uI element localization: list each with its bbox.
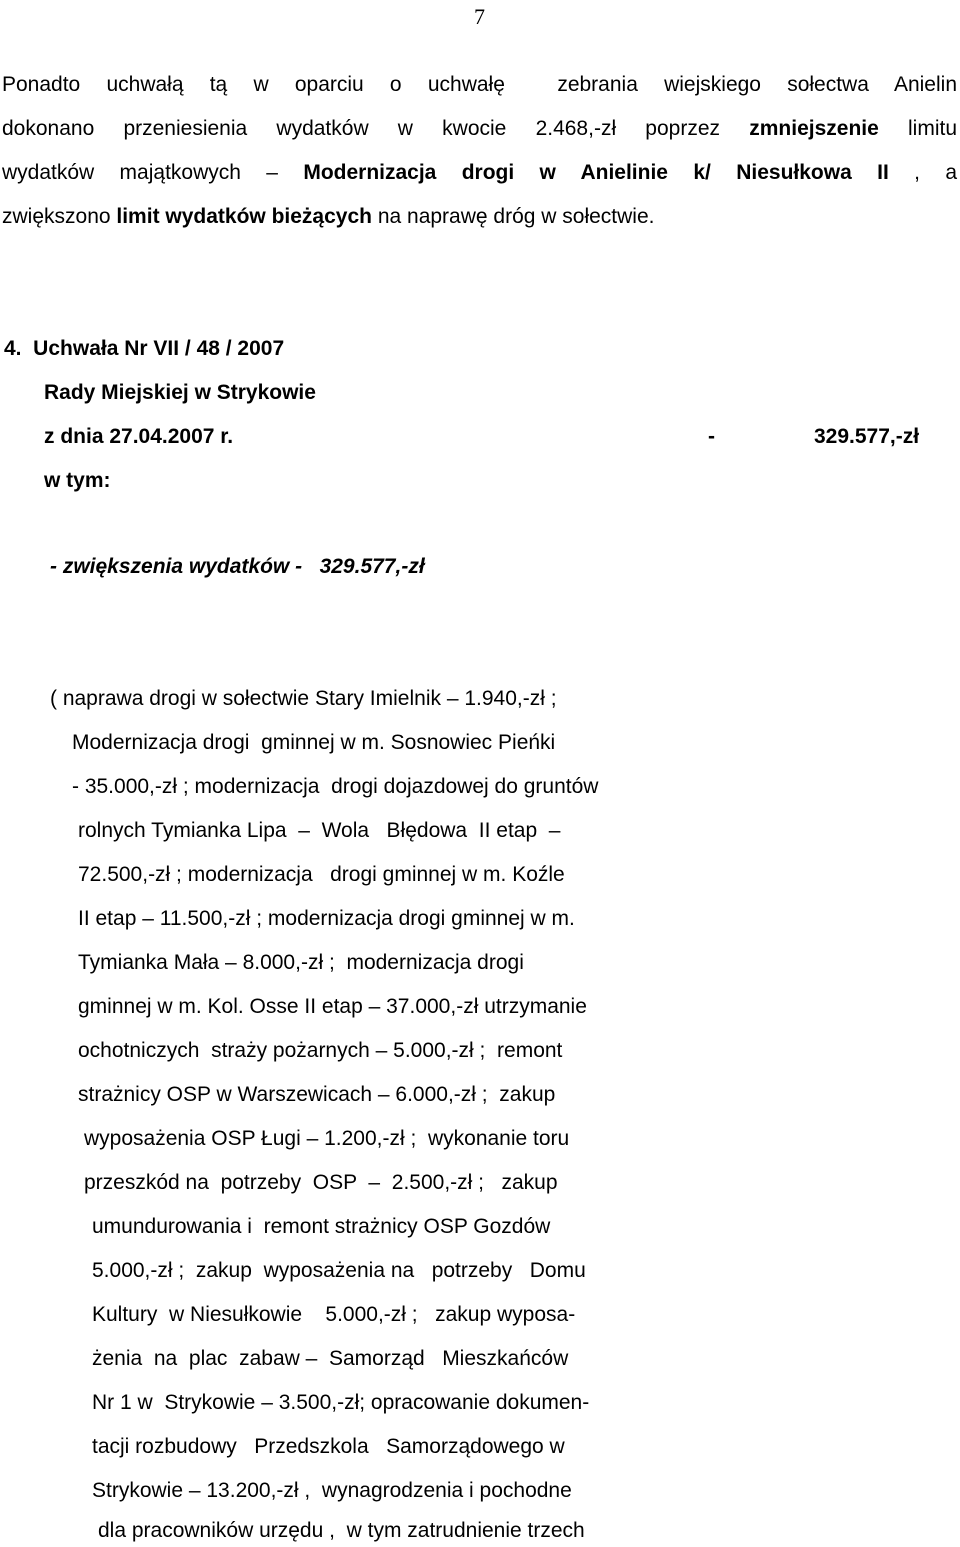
detail-line: ochotniczych straży pożarnych – 5.000,-zł ; remont	[78, 1039, 563, 1062]
intro-text: limitu	[878, 117, 958, 140]
intro-text: na naprawę dróg w sołectwie.	[371, 205, 655, 228]
intro-emphasis: limit wydatków bieżących	[116, 205, 372, 228]
intro-text: dokonano przeniesienia wydatków w kwocie 2.468,-zł poprzez	[2, 117, 750, 140]
increase-label: - zwiększenia wydatków - 329.577,-zł	[50, 555, 425, 578]
detail-line: dla pracowników urzędu , w tym zatrudnienie trzech	[98, 1519, 585, 1542]
detail-line: tacji rozbudowy Przedszkola Samorządowego w	[92, 1435, 565, 1458]
resolution-in-that: w tym:	[44, 469, 111, 492]
detail-line: Nr 1 w Strykowie – 3.500,-zł; opracowanie dokumen-	[92, 1391, 590, 1414]
intro-line-2	[2, 116, 957, 142]
intro-emphasis: zmniejszenie	[749, 117, 879, 140]
detail-line: wyposażenia OSP Ługi – 1.200,-zł ; wykonanie toru	[84, 1127, 570, 1150]
detail-line: Tymianka Mała – 8.000,-zł ; modernizacja drogi	[78, 951, 524, 974]
intro-emphasis: Modernizacja drogi w Anielinie k/ Niesułkowa II	[303, 161, 889, 184]
detail-line: Kultury w Niesułkowie 5.000,-zł ; zakup wyposa-	[92, 1303, 576, 1326]
page-number: 7	[474, 4, 485, 29]
intro-text: wydatków majątkowych –	[2, 161, 304, 184]
detail-line: umundurowania i remont strażnicy OSP Gozdów	[92, 1215, 551, 1238]
intro-line-1: Ponadto uchwałą tą w oparciu o uchwałę zebrania wiejskiego sołectwa Anielin	[2, 73, 957, 96]
detail-line: ( naprawa drogi w sołectwie Stary Imielnik – 1.940,-zł ;	[50, 687, 557, 710]
detail-line: 5.000,-zł ; zakup wyposażenia na potrzeby Domu	[92, 1259, 586, 1282]
detail-line: żenia na plac zabaw – Samorząd Mieszkańców	[92, 1347, 569, 1370]
detail-line: - 35.000,-zł ; modernizacja drogi dojazdowej do gruntów	[72, 775, 599, 798]
resolution-council: Rady Miejskiej w Strykowie	[44, 381, 316, 404]
detail-line: strażnicy OSP w Warszewicach – 6.000,-zł ; zakup	[78, 1083, 556, 1106]
resolution-amount: 329.577,-zł	[814, 425, 920, 448]
detail-line: rolnych Tymianka Lipa – Wola Błędowa II etap –	[78, 819, 561, 842]
intro-text: zwiększono	[2, 205, 117, 228]
intro-line-4	[2, 204, 957, 230]
intro-line-3	[2, 160, 957, 186]
intro-text: , a	[888, 161, 958, 184]
resolution-date: z dnia 27.04.2007 r.	[44, 425, 234, 448]
detail-line: Strykowie – 13.200,-zł , wynagrodzenia i pochodne	[92, 1479, 572, 1502]
detail-line: Modernizacja drogi gminnej w m. Sosnowiec Pieńki	[72, 731, 556, 754]
resolution-dash: -	[708, 425, 715, 448]
resolution-number: 4. Uchwała Nr VII / 48 / 2007	[4, 337, 285, 360]
detail-line: II etap – 11.500,-zł ; modernizacja drogi gminnej w m.	[78, 907, 575, 930]
detail-line: gminnej w m. Kol. Osse II etap – 37.000,-zł utrzymanie	[78, 995, 587, 1018]
detail-line: przeszkód na potrzeby OSP – 2.500,-zł ; zakup	[84, 1171, 558, 1194]
detail-line: 72.500,-zł ; modernizacja drogi gminnej w m. Koźle	[78, 863, 565, 886]
